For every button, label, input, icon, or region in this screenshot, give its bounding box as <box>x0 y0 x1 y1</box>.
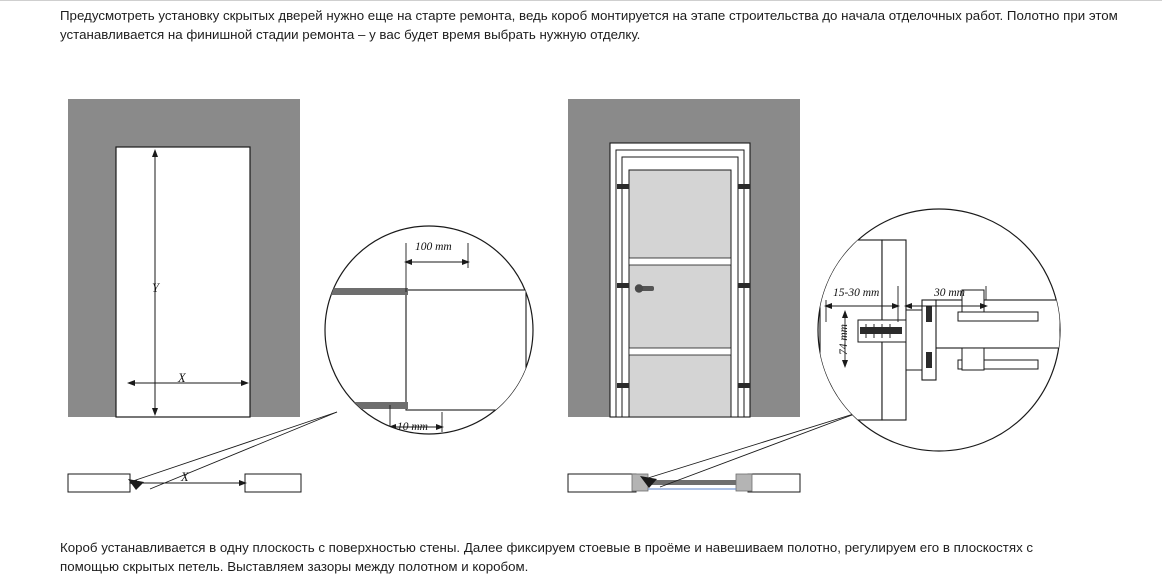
left-plan-wall-right <box>245 474 301 492</box>
left-magnifier-group <box>325 226 533 434</box>
label-wall-gap-15-30mm: 15-30 mm <box>833 287 880 299</box>
right-plan-frame-right <box>736 474 752 491</box>
hidden-hinge-body-bottom <box>962 348 984 370</box>
hidden-hinge-arm-top <box>958 312 1038 321</box>
right-detail-leaf-section <box>935 300 1060 348</box>
hinge-right-bottom <box>738 383 750 388</box>
left-elevation-group <box>68 99 337 492</box>
label-height-y: Y <box>152 281 159 295</box>
intro-paragraph: Предусмотреть установку скрытых дверей нужно еще на старте ремонта, ведь короб монтируется на этапе строительства до начала отделочных работ. Полотно при этом устанавливается на финишной стадии ремонта – у вас будет время выбрать нужную отделку. <box>60 8 1118 42</box>
hinge-right-middle <box>738 283 750 288</box>
right-plan-wall-left <box>568 474 636 492</box>
frame-lip <box>906 310 922 370</box>
label-frame-30mm: 30 mm <box>934 287 965 299</box>
label-width-x: X <box>178 371 186 385</box>
left-detail-frame-bottom <box>340 402 408 409</box>
label-plan-width-x: X <box>181 470 189 484</box>
label-gap-10mm: 10 mm <box>397 421 428 433</box>
hinge-left-middle <box>617 283 629 288</box>
right-elevation-group <box>568 99 860 492</box>
outro-paragraph: Короб устанавливается в одну плоскость с поверхностью стены. Далее фиксируем стоевые в проёме и навешиваем полотно, регулируем его в плоскостях с помощью скрытых петель. Выставляем зазоры между полотном и коробом. <box>60 540 1034 574</box>
right-leader-line-1 <box>648 412 860 478</box>
left-leader-line-2 <box>150 412 337 489</box>
right-magnifier-group <box>818 209 1060 451</box>
door-handle-rose-icon <box>635 284 643 292</box>
label-profile-74mm: 74 mm <box>838 324 850 355</box>
right-leaf-joint-lower <box>629 348 731 355</box>
hinge-pin-bottom <box>926 352 932 368</box>
label-depth-100mm: 100 mm <box>415 241 452 253</box>
hinge-left-top <box>617 184 629 189</box>
left-detail-frame-top <box>325 288 408 295</box>
left-leader-line-1 <box>133 412 337 481</box>
right-leaf-joint-upper <box>629 258 731 265</box>
right-door-leaf <box>629 170 731 417</box>
left-plan-wall-left <box>68 474 130 492</box>
hinge-pin-top <box>926 306 932 322</box>
right-plan-wall-right <box>748 474 800 492</box>
hinge-right-top <box>738 184 750 189</box>
left-detail-wall-section <box>406 290 526 410</box>
hinge-left-bottom <box>617 383 629 388</box>
